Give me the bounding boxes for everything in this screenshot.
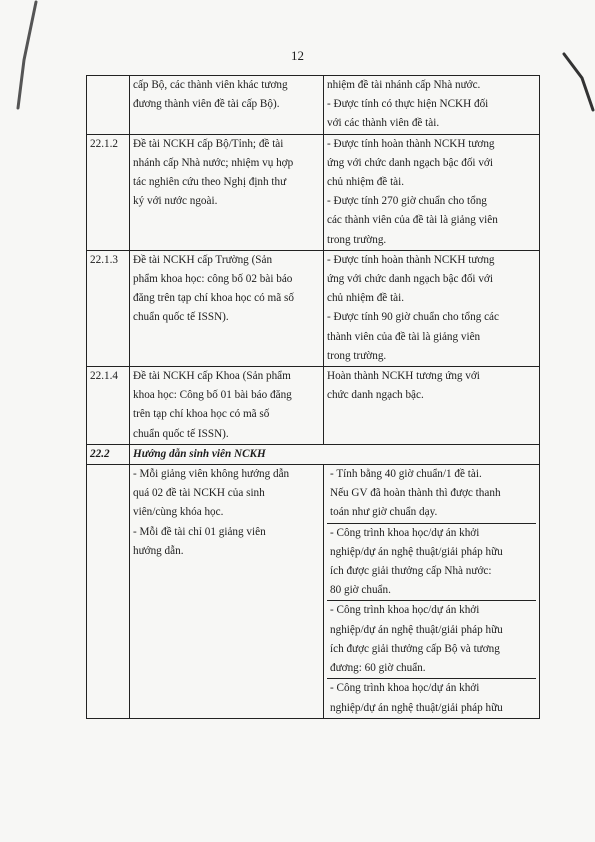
table-row (87, 76, 540, 135)
text-line: - Được tính 90 giờ chuẩn cho tổng các (327, 311, 499, 324)
text-line: chuẩn quốc tế ISSN). (133, 311, 229, 324)
row-content (130, 367, 324, 445)
text-line: nghiệp/dự án nghệ thuật/giải pháp hữu (330, 701, 503, 714)
text-line: ích được giải thưởng cấp Nhà nước: (330, 565, 492, 578)
text-line: 80 giờ chuẩn. (330, 584, 391, 597)
text-line: chủ nhiệm đề tài. (327, 176, 405, 189)
text-line: ứng với chức danh ngạch bậc đối với (327, 273, 493, 286)
row-code: 22.1.2 (87, 134, 130, 250)
text-line: tác nghiên cứu theo Nghị định thư (133, 176, 287, 189)
rule-block (327, 465, 536, 523)
text-line: - Công trình khoa học/dự án khởi (330, 604, 480, 617)
text-line: với các thành viên đề tài. (327, 117, 440, 130)
text-line: - Mỗi đề tài chỉ 01 giảng viên (133, 525, 266, 538)
text-line: Đề tài NCKH cấp Trường (Sản (133, 253, 273, 266)
text-line: đăng trên tạp chí khoa học có mã số (133, 292, 294, 305)
text-line: Nếu GV đã hoàn thành thì được thanh (330, 487, 501, 500)
text-line: - Được tính hoàn thành NCKH tương (327, 137, 495, 150)
text-line: chuẩn quốc tế ISSN). (133, 427, 229, 440)
text-line: nhiệm đề tài nhánh cấp Nhà nước. (327, 79, 481, 91)
table-row (87, 465, 540, 719)
table-row (87, 250, 540, 366)
text-line: đương: 60 giờ chuẩn. (330, 662, 426, 675)
text-line: nghiệp/dự án nghệ thuật/giải pháp hữu (330, 545, 503, 558)
text-line: phẩm khoa học: công bố 02 bài báo (133, 273, 293, 286)
text-line: đương thành viên đề tài cấp Bộ). (133, 98, 280, 111)
rule-block (327, 523, 536, 601)
text-line: thành viên của đề tài là giảng viên (327, 330, 481, 343)
section-code: 22.2 (87, 444, 130, 464)
text-line: quá 02 đề tài NCKH của sinh (133, 487, 265, 500)
row-content (130, 134, 324, 250)
text-line: nghiệp/dự án nghệ thuật/giải pháp hữu (330, 623, 503, 636)
section-row (87, 444, 540, 464)
section-title: Hướng dẫn sinh viên NCKH (130, 444, 540, 464)
row-code: 22.1.4 (87, 367, 130, 445)
text-line: - Tính bằng 40 giờ chuẩn/1 đề tài. (330, 468, 482, 481)
text-line: trong trường. (327, 349, 387, 362)
text-line: ích được giải thưởng cấp Bộ và tương (330, 642, 500, 655)
table-row (87, 134, 540, 250)
text-line: - Được tính hoàn thành NCKH tương (327, 253, 495, 266)
row-content (130, 76, 324, 135)
row-rule (324, 134, 540, 250)
row-code: 22.1.3 (87, 250, 130, 366)
table-row (87, 367, 540, 445)
text-line: Đề tài NCKH cấp Khoa (Sản phẩm (133, 370, 291, 383)
text-line: hướng dẫn. (133, 544, 184, 557)
row-rule (324, 250, 540, 366)
text-line: - Công trình khoa học/dự án khởi (330, 682, 480, 695)
regulation-table (86, 75, 540, 719)
row-rule (324, 367, 540, 445)
row-code (87, 465, 130, 719)
text-line: toán như giờ chuẩn dạy. (330, 506, 438, 519)
row-rule (324, 76, 540, 135)
text-line: chức danh ngạch bậc. (327, 389, 424, 402)
text-line: trên tạp chí khoa học có mã số (133, 408, 270, 421)
text-line: khoa học: Công bố 01 bài báo đăng (133, 389, 292, 402)
text-line: nhánh cấp Nhà nước; nhiệm vụ hợp (133, 156, 294, 169)
text-line: - Được tính có thực hiện NCKH đối (327, 98, 489, 111)
row-content (130, 250, 324, 366)
text-line: - Mỗi giảng viên không hướng dẫn (133, 468, 290, 481)
rule-block (327, 678, 536, 717)
text-line: chủ nhiệm đề tài. (327, 292, 405, 305)
row-rule-group (324, 465, 540, 719)
text-line: - Được tính 270 giờ chuẩn cho tổng (327, 195, 487, 208)
text-line: ứng với chức danh ngạch bậc đối với (327, 156, 493, 169)
text-line: các thành viên của đề tài là giảng viên (327, 214, 498, 227)
page-number: 12 (291, 48, 304, 63)
text-line: ký với nước ngoài. (133, 195, 218, 208)
text-line: Đề tài NCKH cấp Bộ/Tỉnh; đề tài (133, 137, 284, 150)
text-line: - Công trình khoa học/dự án khởi (330, 526, 480, 539)
text-line: cấp Bộ, các thành viên khác tương (133, 79, 288, 91)
rule-block (327, 600, 536, 678)
row-code (87, 76, 130, 135)
text-line: viên/cùng khóa học. (133, 506, 224, 519)
row-content (130, 465, 324, 719)
text-line: trong trường. (327, 233, 387, 246)
text-line: Hoàn thành NCKH tương ứng với (327, 370, 480, 383)
